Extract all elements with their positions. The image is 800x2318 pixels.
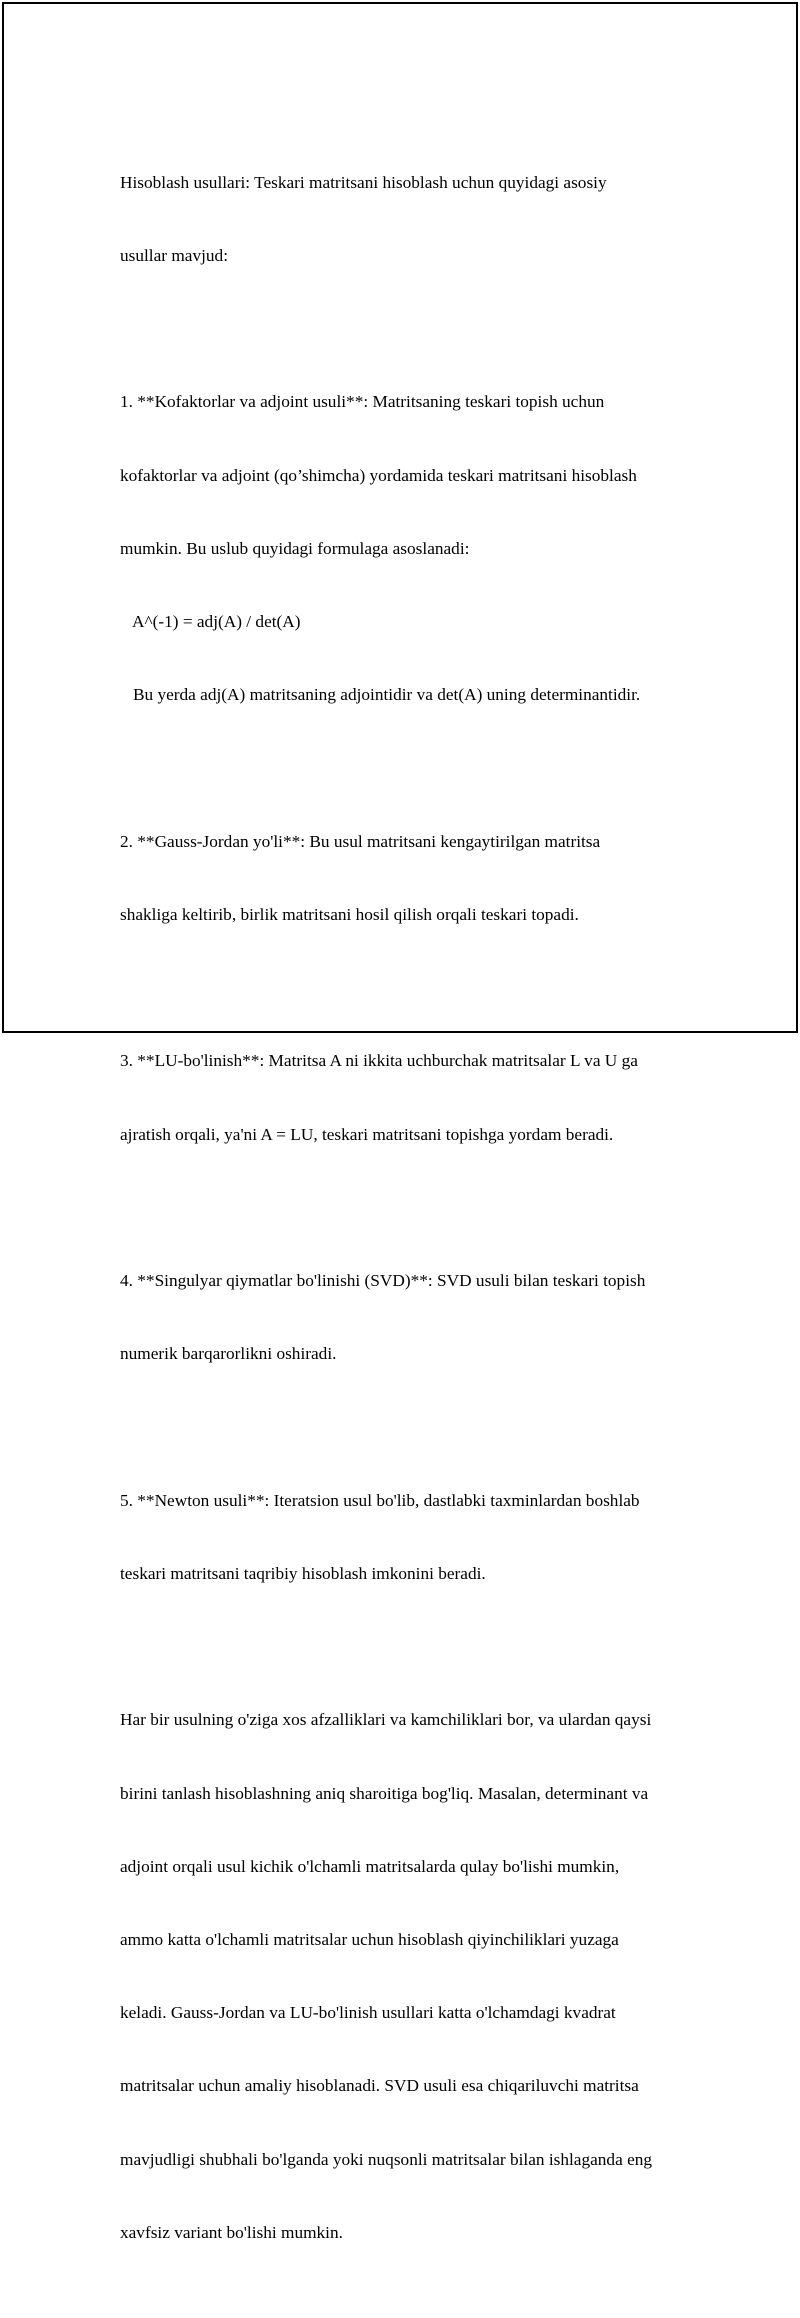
text-line: xavfsiz variant bo'lishi mumkin. [120,2222,343,2242]
text-line: shakliga keltirib, birlik matritsani hosil qilish orqali teskari topadi. [120,904,579,924]
text-line: 2. **Gauss-Jordan yo'li**: Bu usul matritsani kengaytirilgan matritsa [120,831,601,851]
formula-line: A^(-1) = adj(A) / det(A) [120,612,301,632]
text-line: 4. **Singulyar qiymatlar bo'linishi (SVD)**: SVD usuli bilan teskari topish [120,1271,646,1291]
method-1-paragraph [120,342,700,757]
text-line: 3. **LU-bo'linish**: Matritsa A ni ikkita uchburchak matritsalar L va U ga [120,1051,638,1071]
method-4-paragraph [120,1220,700,1415]
text-line: mavjudligi shubhali bo'lganda yoki nuqsonli matritsalar bilan ishlaganda eng [120,2149,653,2169]
text-line: mumkin. Bu uslub quyidagi formulaga asoslanadi: [120,538,470,558]
text-line: 5. **Newton usuli**: Iteratsion usul bo'lib, dastlabki taxminlardan boshlab [120,1490,640,1510]
text-line: birini tanlash hisoblashning aniq sharoitiga bog'liq. Masalan, determinant va [120,1783,649,1803]
method-5-paragraph [120,1440,700,1635]
document-body [120,122,700,2318]
text-line: adjoint orqali usul kichik o'lchamli matritsalarda qulay bo'lishi mumkin, [120,1856,620,1876]
text-line: ajratish orqali, ya'ni A = LU, teskari matritsani topishga yordam beradi. [120,1124,614,1144]
text-line: matritsalar uchun amaliy hisoblanadi. SVD usuli esa chiqariluvchi matritsa [120,2076,639,2096]
intro-paragraph [120,122,700,317]
text-line: Hisoblash usullari: Teskari matritsani hisoblash uchun quyidagi asosiy [120,172,607,192]
conclusion-paragraph [120,1660,700,2295]
text-line: Har bir usulning o'ziga xos afzalliklari va kamchiliklari bor, va ulardan qaysi [120,1710,652,1730]
text-line: Bu yerda adj(A) matritsaning adjointidir va det(A) uning determinantidir. [120,685,641,705]
method-2-paragraph [120,781,700,976]
text-line: usullar mavjud: [120,246,228,266]
text-line: 1. **Kofaktorlar va adjoint usuli**: Matritsaning teskari topish uchun [120,392,605,412]
document-page [2,2,798,2242]
method-3-paragraph [120,1001,700,1196]
text-line: numerik barqarorlikni oshiradi. [120,1344,337,1364]
text-line: keladi. Gauss-Jordan va LU-bo'linish usullari katta o'lchamdagi kvadrat [120,2003,616,2023]
text-line: teskari matritsani taqribiy hisoblash imkonini beradi. [120,1563,486,1583]
text-line: kofaktorlar va adjoint (qo’shimcha) yordamida teskari matritsani hisoblash [120,465,637,485]
text-line: ammo katta o'lchamli matritsalar uchun hisoblash qiyinchiliklari yuzaga [120,1929,619,1949]
